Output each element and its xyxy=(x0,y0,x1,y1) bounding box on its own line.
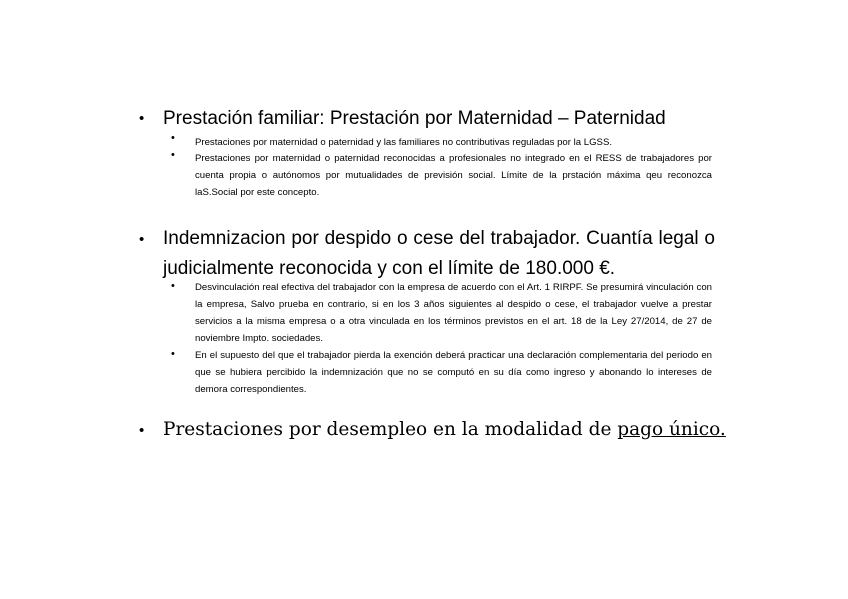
bullet-icon: • xyxy=(139,422,145,439)
item-text: En el supuesto del que el trabajador pierda la exención deberá practicar una declaración complementaria del periodo en que se hubiera percibido la indemnización que no se computó en su día como ingreso y abonando lo intereses de demora correspondientes. xyxy=(195,350,712,395)
item-text: Desvinculación real efectiva del trabajador con la empresa de acuerdo con el Art. 1 RIRPF. Se presumirá vinculación con la empresa, Salvo prueba en contrario, si en los 3 años siguientes al despido o cese, el trabajador vuelve a prestar servicios a la misma empresa o a otra vinculada en los términos previstos en el art. 18 de la Ley 27/2014, de 27 de noviembre Impto. sociedades. xyxy=(195,282,712,344)
title-text: Prestaciones por desempleo en la modalidad de xyxy=(163,419,618,440)
bullet-icon: • xyxy=(171,348,175,360)
bullet-icon: • xyxy=(171,132,175,144)
section-title-indemnizacion: Indemnizacion por despido o cese del trabajador. Cuantía legal o judicialmente reconocida y con el límite de 180.000 €. xyxy=(163,228,715,279)
item-text: Prestaciones por maternidad o paternidad y las familiares no contributivas reguladas por la LGSS. xyxy=(195,137,613,148)
bullet-icon: • xyxy=(171,149,175,161)
bullet-icon: • xyxy=(171,280,175,292)
bullet-icon: • xyxy=(139,231,145,248)
section-title-desempleo xyxy=(163,415,726,445)
pago-unico-link[interactable]: pago único. xyxy=(617,419,726,440)
bullet-icon: • xyxy=(139,110,145,127)
section-title-maternidad: Prestación familiar: Prestación por Maternidad – Paternidad xyxy=(163,108,666,129)
item-text: Prestaciones por maternidad o paternidad reconocidas a profesionales no integrado en el RESS de trabajadores por cuenta propia o autónomos por mutualidades de previsión social. Límite de la prstación máxima qeu reconozca laS.Social por este concepto. xyxy=(195,153,712,198)
